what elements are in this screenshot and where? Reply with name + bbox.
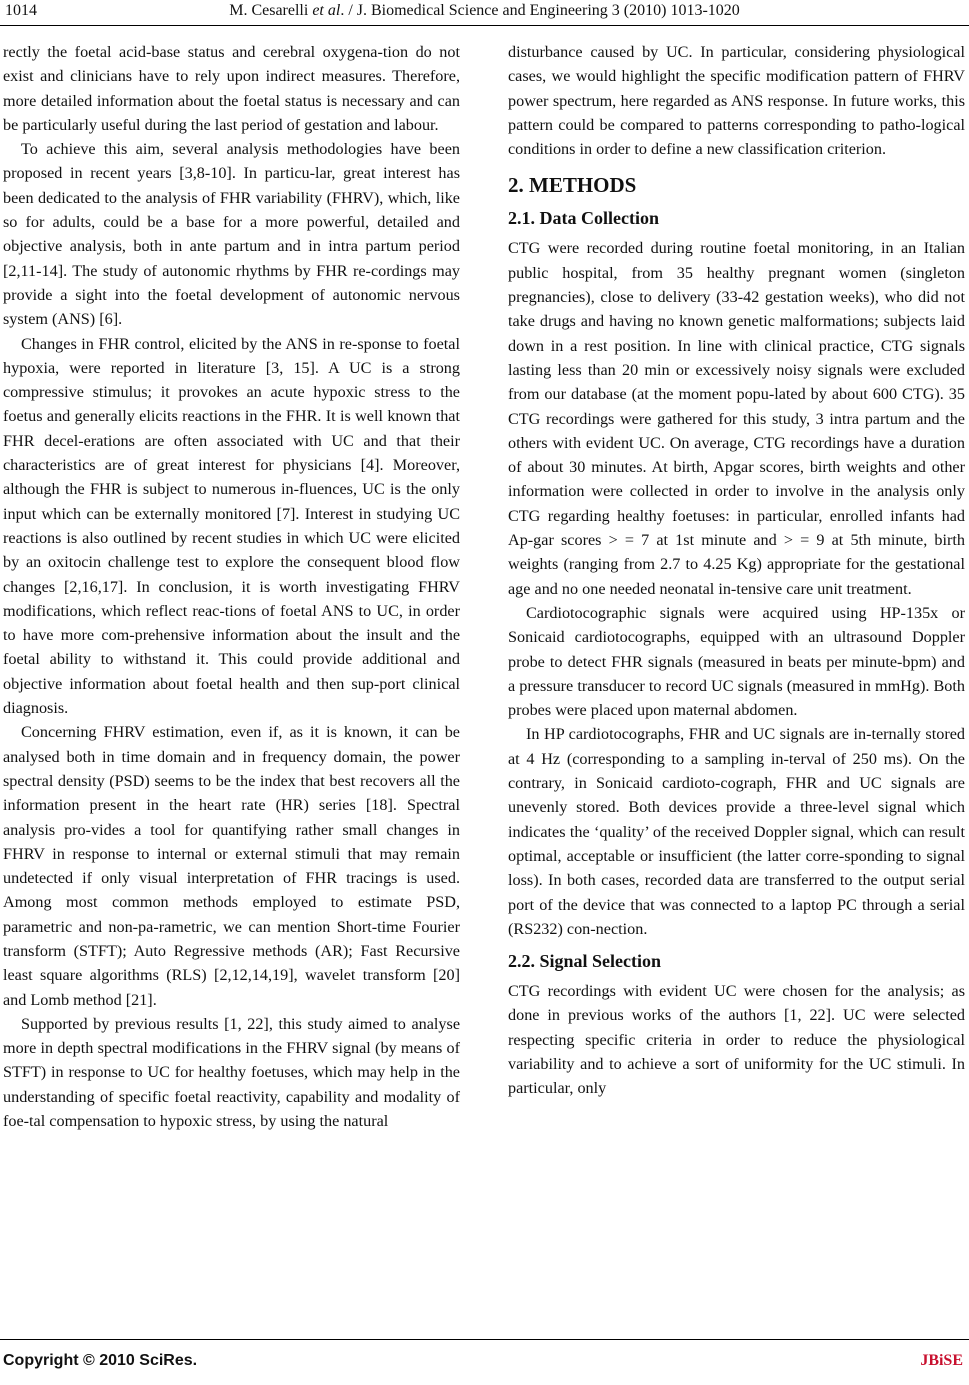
header-et-al: et al: [312, 2, 341, 19]
header-author: M. Cesarelli: [229, 2, 309, 19]
page-footer: [0, 1352, 969, 1376]
page-number: 1014: [5, 2, 37, 19]
right-intro-paragraph: disturbance caused by UC. In particular, considering physiological cases, we would highlight the specific modification pattern of FHRV power spectrum, here regarded as ANS response. In future works, this pattern could be compared to patterns corresponding to patho-logical conditions in order to define a new classification criterion.: [508, 43, 965, 159]
copyright-notice: Copyright © 2010 SciRes.: [3, 1352, 198, 1369]
header-citation: . / J. Biomedical Science and Engineering 3 (2010) 1013-1020: [340, 2, 740, 19]
journal-abbreviation: JBiSE: [920, 1352, 963, 1369]
left-paragraph-3: Changes in FHR control, elicited by the ANS in re-sponse to foetal hypoxia, were reported in literature [3, 15]. A UC is a strong compressive stimulus; it provokes an acute hypoxic stress to the foetus and generally elicits reactions in the FHR. It is well known that FHR decel-erations are often associated with UC and that their characteristics are of great interest for physicians [4]. Moreover, although the FHR is subject to numerous in-fluences, UC is the only input which can be externally monitored [7]. Interest in studying UC reactions is also outlined by recent studies in which UC were elicited by an oxitocin challenge test to explore the consequent blood flow changes [2,16,17]. In conclusion, it is worth investigating FHRV modifications, which reflect reac-tions of foetal ANS to UC, in order to have more com-prehensive information about the insult and the foetal ability to withstand it. This could provide additional and objective information about foetal health and then sup-port clinical diagnosis.: [3, 334, 460, 718]
signal-selection-paragraph: CTG recordings with evident UC were chosen for the analysis; as done in previous works of the authors [1, 22]. UC were selected respecting specific criteria in order to reduce the physiological variability and to achieve a sort of uniformity for the UC stimuli. In particular, only: [508, 982, 965, 1098]
left-paragraph-5: Supported by previous results [1, 22], this study aimed to analyse more in depth spectral modifications in the FHRV signal (by means of STFT) in response to UC for healthy foetuses, which may help in the understanding of specific foetal reactivity, capability and modality of foe-tal compensation to hypoxic stress, by using the natural: [3, 1014, 460, 1131]
subsection-heading-data-collection: 2.1. Data Collection: [508, 208, 659, 229]
left-paragraph-2: To achieve this aim, several analysis methodologies have been proposed in recent years [3,8-10]. In particu-lar, great interest has been dedicated to the analysis of FHR variability (FHRV), which, like so for adults, could be a base for a more powerful, detailed and objective analysis, both in ante partum and in intra partum period [2,11-14]. The study of autonomic rhythms by FHR re-cordings may provide a sight into the foetal development of autonomic nervous system (ANS) [6].: [3, 140, 460, 329]
section-heading-methods: 2. METHODS: [508, 173, 637, 198]
subsection-heading-signal-selection: 2.2. Signal Selection: [508, 951, 662, 972]
left-paragraph-1: rectly the foetal acid-base status and cerebral oxygena-tion do not exist and clinicians have to rely upon indirect measures. Therefore, more detailed information about the foetal status is necessary and can be particularly useful during the last period of gestation and labour.: [3, 43, 460, 134]
left-paragraph-4: Concerning FHRV estimation, even if, as it is known, it can be analysed both in time domain and in frequency domain, the power spectral density (PSD) seems to be the index that best recovers all the information present in the heart rate (HR) series [18]. Spectral analysis pro-vides a tool for quantifying rather small changes in FHRV in response to internal or external stimuli that may remain undetected if only visual interpretation of FHR tracings is used. Among most common methods employed to estimate PSD, parametric and non-pa-rametric, we can mention Short-time Fourier transform (STFT); Auto Regressive methods (AR); Fast Recursive least square algorithms (RLS) [2,12,14,19], wavelet transform [20] and Lomb method [21].: [3, 723, 460, 1009]
header-rule: [0, 25, 969, 26]
data-collection-paragraph-2: Cardiotocographic signals were acquired using HP-135x or Sonicaid cardiotocographs, equipped with an ultrasound Doppler probe to detect FHR signals (measured in beats per minute-bpm) and a pressure transducer to record UC signals (measured in mmHg). Both probes were placed upon maternal abdomen.: [508, 603, 965, 720]
left-column: [3, 40, 460, 1133]
right-column: [508, 40, 965, 1101]
data-collection-paragraph-1: CTG were recorded during routine foetal monitoring, in an Italian public hospital, from 35 healthy pregnant women (singleton pregnancies), close to delivery (33-42 gestation weeks), who did not take drugs and having no known genetic malformations; subjects laid down in a rest position. In line with clinical practice, CTG signals lasting less than 20 min or excessively noisy signals were excluded from our database (at the moment popu-lated by about 600 CTG). 35 CTG recordings were gathered for this study, 3 intra partum and the others with evident UC. On average, CTG recordings have a duration of about 30 minutes. At birth, Apgar scores, birth weights and other information were collected in order to involve in the analysis only CTG regarding healthy foetuses: in particular, enrolled infants had Ap-gar scores > = 7 at 1st minute and > = 9 at 5th minute, birth weights (ranging from 2.7 to 4.25 Kg) appropriate for the gestational age and no one needed neonatal in-tensive care unit treatment.: [508, 239, 965, 598]
running-title: [0, 2, 969, 20]
footer-rule: [0, 1339, 969, 1340]
data-collection-paragraph-3: In HP cardiotocographs, FHR and UC signals are in-ternally stored at 4 Hz (corresponding to a sampling in-terval of 250 ms). On the contrary, in Sonicaid cardioto-cograph, FHR and UC signals are unevenly stored. Both devices provide a three-level signal which indicates the ‘quality’ of the received Doppler signal, which can result optimal, acceptable or insufficient (the latter corre-sponding to signal loss). In both cases, recorded data are transferred to the output serial port of the device that was connected to a laptop PC through a serial (RS232) con-nection.: [508, 725, 965, 938]
